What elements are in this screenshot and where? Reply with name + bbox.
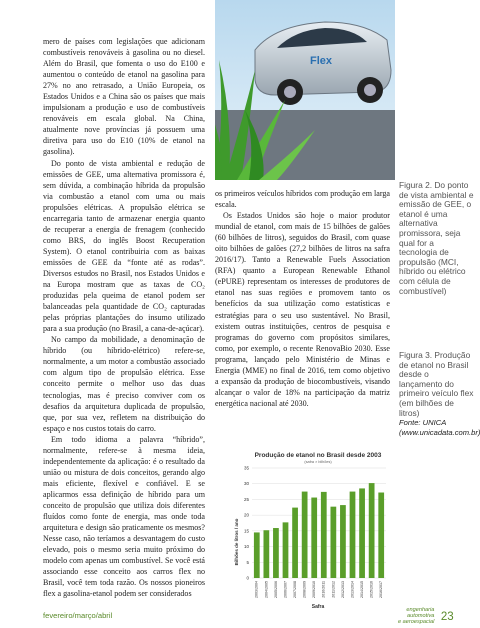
chart-subtitle: (safra × bilhões): [304, 460, 332, 464]
article-column-left: [43, 36, 205, 599]
magazine-name-line: automotiva: [407, 612, 435, 619]
chart-x-tick-label: 2004/2005: [264, 581, 269, 598]
paragraph: Em todo idioma a palavra “híbrido”, normalmente, refere-se à mesma ideia, independentemente da aplicação: é o resultado da união ou mistura de dois conceitos, gerando algo mais eficiente, flexível e confiável. E se aplicarmos essa definição de híbrido para um conceito de propulsão que utiliza dois diferentes fluídos como fonte de energia, mas onde toda arquitetura e design são praticamente os mesmos? Nesse caso, não teríamos a desvantagem do custo elevado, pois o mesmo seria muito próximo do modelo com apenas um combustível. Se você está associando esse conceito aos carros flex no Brasil, você tem toda razão. Os nossos pioneiros flex a gasolina-etanol podem ser considerados: [43, 434, 205, 599]
chart-x-tick-label: 2009/2010: [312, 581, 317, 598]
chart-x-tick-label: 2005/2006: [273, 581, 278, 598]
page-number: 23: [440, 610, 454, 623]
ethanol-production-chart: [230, 450, 390, 610]
hero-image: [215, 0, 395, 180]
chart-x-tick-label: 2010/2011: [321, 581, 326, 598]
chart-y-tick-label: 25: [243, 496, 249, 502]
chart-x-tick-label: 2008/2009: [302, 581, 307, 598]
chart-bar: [263, 530, 269, 578]
figure-2-caption: Figura 2. Do ponto de vista ambiental e emissão de GEE, o etanol é uma alternativa promissora, seja qual for a tecnologia de propulsão (MCI, híbrido ou elétrico com célula de combustível): [399, 180, 474, 296]
chart-bar: [273, 528, 279, 578]
chart-bar: [378, 493, 384, 578]
chart-x-tick-label: 2016/2017: [379, 581, 384, 598]
chart-bar: [359, 488, 365, 578]
chart-x-tick-label: 2012/2013: [340, 581, 345, 598]
chart-title: Produção de etanol no Brasil desde 2003: [254, 452, 382, 459]
chart-y-tick-label: 30: [243, 481, 249, 487]
chart-y-tick-label: 0: [246, 575, 249, 581]
chart-x-tick-label: 2011/2012: [331, 581, 336, 598]
chart-x-tick-label: 2006/2007: [283, 581, 288, 598]
article-column-right: [215, 188, 390, 409]
figure-3-caption-text: Figura 3. Produção de etanol no Brasil desde o lançamento do primeiro veículo flex (em bilhões de litros): [399, 350, 474, 418]
paragraph: No campo da mobilidade, a denominação de híbrido (ou híbrido-elétrico) refere-se, normalmente, a um motor a combustão associado com algum tipo de propulsão elétrica. Esse conceito permite o melhor uso das duas tecnologias, mas é preciso conviver com os desafios da arquitetura duplicada de propulsão, que, por sua vez, refletem na distribuição do espaço e nos custos totais do carro.: [43, 335, 205, 433]
chart-bar: [292, 508, 298, 578]
paragraph: Do ponto de vista ambiental e redução de emissões de GEE, uma alternativa promissora é, sem dúvida, a combinação híbrida da propulsão via combustão a etanol com uma ou mais propulsões elétricas. A propulsão elétrica se encarregaria tanto de armazenar energia quanto de recuperar a energia de frenagem (conhecido como BRS, do inglês Boost Recuperation System). O etanol contribuiria com as baixas emissões de GEE da “fonte até as rodas”. Diversos estudos no Brasil, nos Estados Unidos e na Europa mostram que as taxas de CO₂ produzidas pela queima de etanol podem ser balanceadas pela quantidade de CO₂ capturadas pelas próprias plantações do insumo utilizado para a sua produção (no Brasil, a cana-de-açúcar).: [43, 158, 205, 334]
chart-bar: [340, 505, 346, 578]
chart-x-tick-label: 2003/2004: [254, 581, 259, 598]
chart-x-tick-label: 2014/2015: [360, 581, 365, 598]
chart-y-tick-label: 35: [243, 465, 249, 471]
magazine-name-line: e aeroespacial: [398, 618, 435, 625]
chart-y-axis-label: Bilhões de litros / ano: [234, 518, 239, 566]
chart-x-tick-label: 2015/2016: [369, 581, 374, 598]
chart-bar: [330, 507, 336, 578]
figure-3-source: Fonte: UNICA (www.unicadata.com.br): [399, 418, 480, 437]
chart-x-tick-label: 2013/2014: [350, 581, 355, 598]
chart-bar: [302, 492, 308, 578]
chart-y-tick-label: 15: [243, 528, 249, 534]
page-footer: [398, 608, 454, 626]
chart-bar: [254, 532, 260, 578]
chart-svg: [230, 450, 390, 610]
paragraph: mero de países com legislações que adicionam combustíveis renováveis à gasolina ou no diesel. Além do Brasil, que fomenta o uso do E100 e aumentou o conteúdo de etanol na gasolina para 27% no ano retrasado, a União Europeia, os Estados Unidos e a China são os países que mais impulsionam a produção e uso de combustíveis renováveis em escala global. Na China, atualmente nove províncias já possuem uma diretiva para uso do E10 (10% de etanol na gasolina).: [43, 37, 205, 157]
chart-x-tick-label: 2007/2008: [293, 581, 298, 598]
chart-y-tick-label: 20: [243, 512, 249, 518]
chart-bar: [321, 492, 327, 578]
chart-y-tick-label: 10: [243, 544, 249, 550]
figure-3-caption: [399, 350, 480, 437]
chart-bar: [283, 522, 289, 578]
issue-date: fevereiro/março/abril: [43, 611, 113, 620]
chart-bar: [311, 498, 317, 578]
magazine-name-line: engenharia: [406, 607, 435, 614]
chart-bar: [350, 492, 356, 578]
paragraph: os primeiros veículos híbridos com produção em larga escala.: [215, 189, 390, 210]
paragraph: Os Estados Unidos são hoje o maior produtor mundial de etanol, com mais de 15 bilhões de galões (60 bilhões de litros), seguidos do Brasil, com quase oito bilhões de galões (27,2 bilhões de litros na safra 2016/17). Tanto a Renewable Fuels Association (RFA) quanto a European Renewable Ethanol (ePURE) representam os interesses de produtores de etanol nas suas regiões e promovem tanto os benefícios da sua utilização como estatísticas e estratégias para o seu uso sustentável. No Brasil, existem outras instituições, centros de pesquisa e programas do governo com propósitos similares, como, por exemplo, o recente RenovaBio 2030. Esse programa, lançado pelo Ministério de Minas e Energia (MME) no final de 2016, tem como objetivo a expansão da produção de biocombustíveis, visando alcançar o valor de 18% na participação da matriz energética nacional até 2030.: [215, 211, 390, 408]
magazine-name: [398, 608, 434, 625]
car-decal-text: Flex: [310, 55, 333, 67]
chart-bar: [369, 483, 375, 578]
chart-y-tick-label: 5: [246, 559, 249, 565]
chart-x-axis-label: Safra: [311, 604, 325, 610]
